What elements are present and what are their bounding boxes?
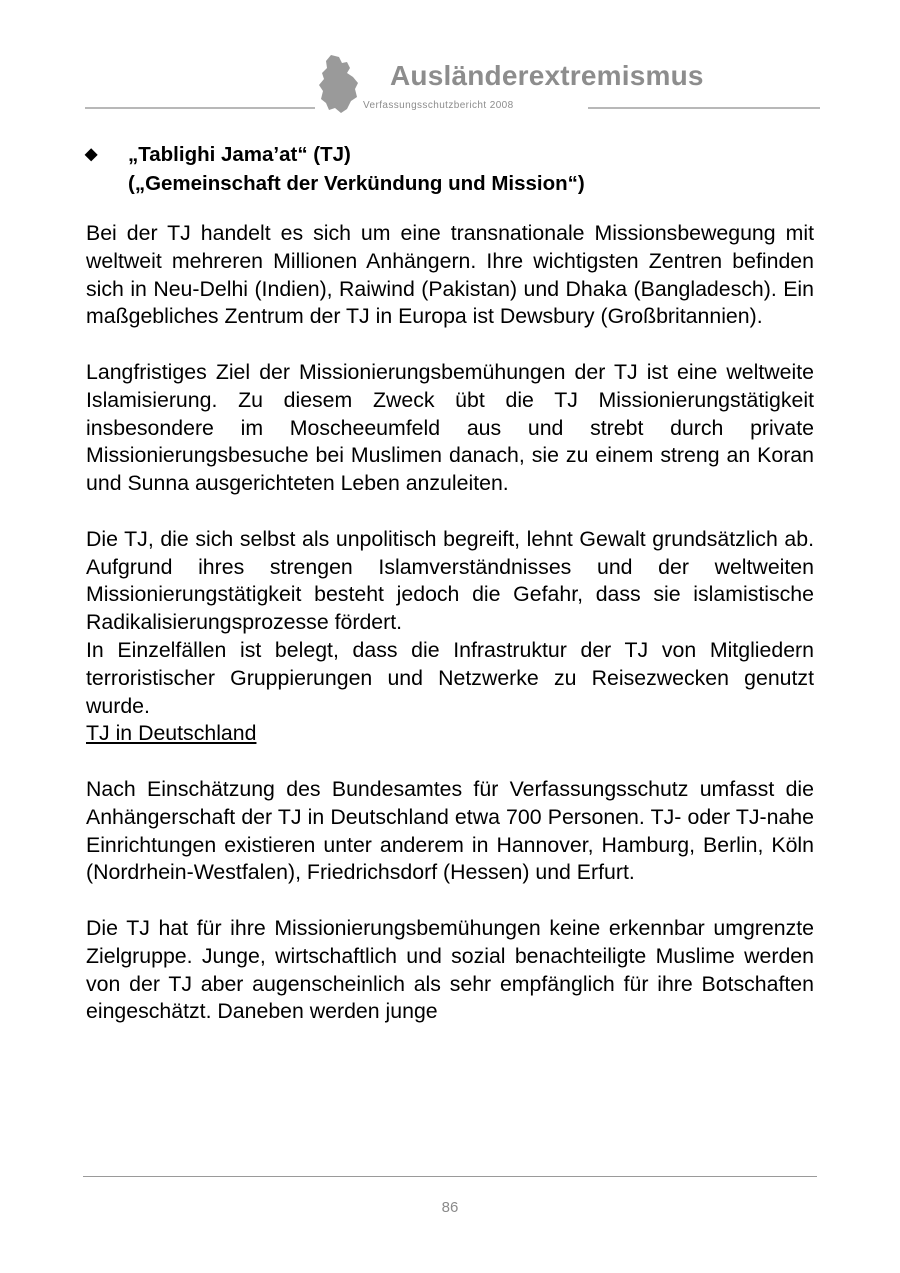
paragraph: In Einzelfällen ist belegt, dass die Infrastruktur der TJ von Mitgliedern terroristischer Gruppierungen und Netzwerke zu Reisezwecken genutzt wurde. bbox=[86, 637, 814, 718]
paragraph: Bei der TJ handelt es sich um eine transnationale Missionsbewegung mit weltweit mehreren Millionen Anhängern. Ihre wichtigsten Zentren befinden sich in Neu-Delhi (Indien), Raiwind (Pakistan) und Dhaka (Bangladesch). Ein maßgebliches Zentrum der TJ in Europa ist Dewsbury (Großbritannien). bbox=[86, 221, 814, 329]
body-text bbox=[86, 220, 814, 1026]
paragraph: Die TJ, die sich selbst als unpolitisch begreift, lehnt Gewalt grundsätzlich ab. Aufgrund ihres strengen Islamverständnisses und der weltweiten Missionierungstätigkeit besteht jedoch die Gefahr, dass sie islamistische Radikalisierungsprozesse fördert. bbox=[86, 526, 814, 635]
diamond-bullet-icon: ◆ bbox=[85, 146, 98, 163]
footer-rule bbox=[83, 1176, 817, 1177]
subheading: TJ in Deutschland bbox=[86, 721, 257, 746]
section-title-line-2: („Gemeinschaft der Verkündung und Mission“) bbox=[128, 172, 585, 195]
section-heading bbox=[85, 140, 825, 198]
section-title-line-1: „Tablighi Jama’at“ (TJ) bbox=[128, 143, 351, 166]
paragraph: Langfristiges Ziel der Missionierungsbemühungen der TJ ist eine weltweite Islamisierung. Zu diesem Zweck übt die TJ Missionierungstätigkeit insbesondere im Moscheeumfeld aus und strebt durch private Missionierungsbesuche bei Muslimen danach, sie zu einem streng an Koran und Sunna ausgerichteten Leben anzuleiten. bbox=[86, 359, 814, 496]
header-subtitle: Verfassungsschutzbericht 2008 bbox=[363, 100, 514, 111]
paragraph: Nach Einschätzung des Bundesamtes für Verfassungsschutz umfasst die Anhängerschaft der TJ in Deutschland etwa 700 Personen. TJ- oder TJ-nahe Einrichtungen existieren unter anderem in Hannover, Hamburg, Berlin, Köln (Nordrhein-Westfalen), Friedrichsdorf (Hessen) und Erfurt. bbox=[86, 776, 814, 885]
paragraph: Die TJ hat für ihre Missionierungsbemühungen keine erkennbar umgrenzte Zielgruppe. Junge, wirtschaftlich und sozial benachteiligte Muslime werden von der TJ aber augenscheinlich als sehr empfänglich für ihre Botschaften eingeschätzt. Daneben werden junge bbox=[86, 915, 814, 1024]
header-rule-right bbox=[588, 107, 820, 109]
header-title: Ausländerextremismus bbox=[390, 60, 704, 91]
page-number: 86 bbox=[441, 1199, 459, 1216]
header-rule-left bbox=[85, 107, 315, 109]
state-map-icon bbox=[317, 53, 361, 115]
